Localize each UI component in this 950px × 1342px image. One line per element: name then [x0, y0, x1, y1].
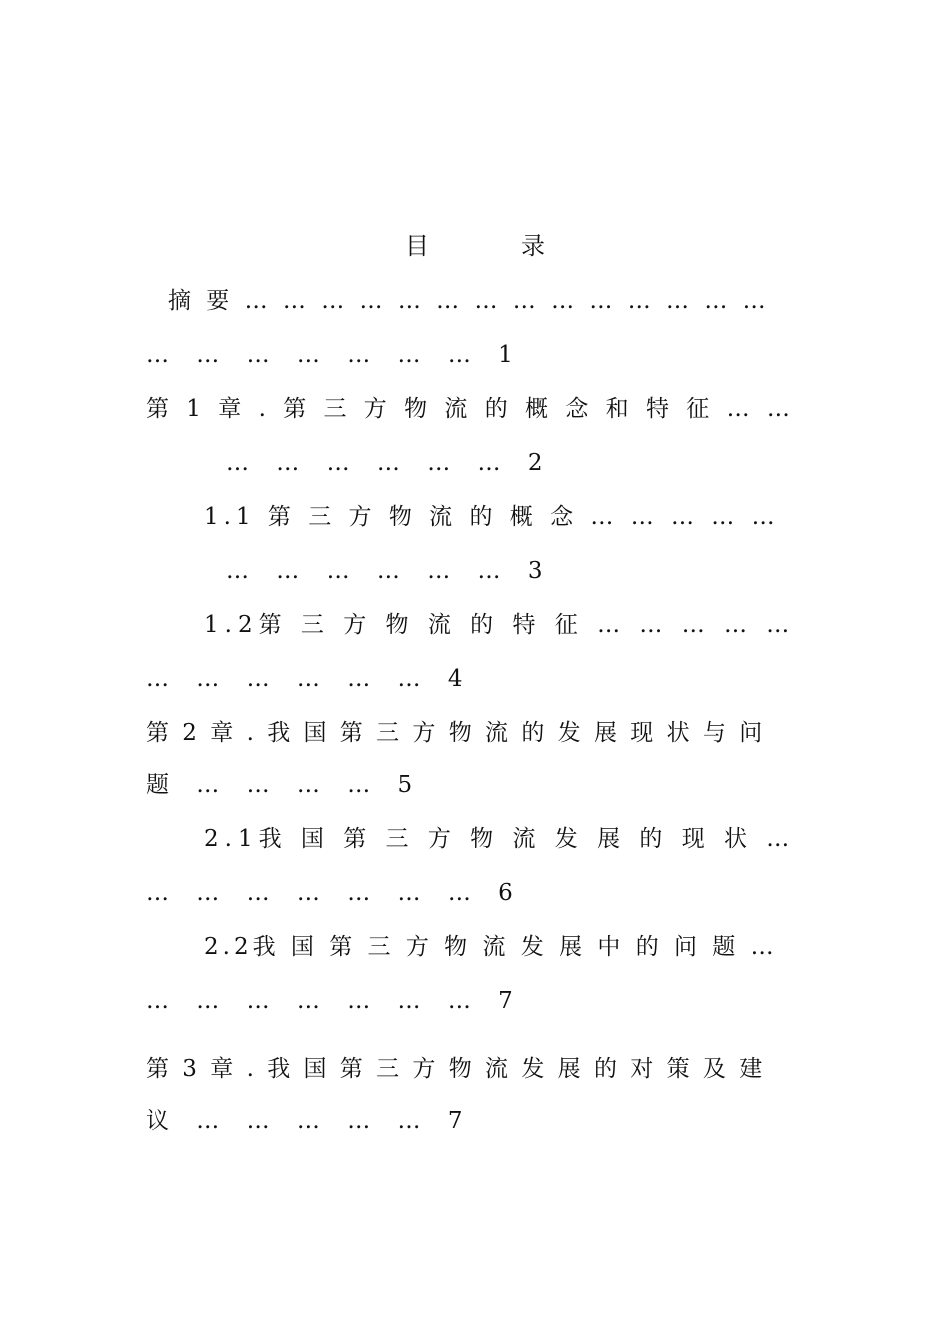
- toc-entry-chapter-2-cont: 题 … … … … 5: [146, 772, 423, 798]
- toc-entry-1-2: 1.2第 三 方 物 流 的 特 征 … … … … …: [204, 612, 796, 638]
- toc-entry-1-1: 1.1 第 三 方 物 流 的 概 念 … … … … …: [204, 504, 780, 530]
- toc-entry-2-2: 2.2我 国 第 三 方 物 流 发 展 中 的 问 题 …: [204, 934, 778, 960]
- toc-entry-2-2-cont: … … … … … … … 7: [146, 988, 523, 1014]
- toc-entry-chapter-2: 第 2 章 . 我 国 第 三 方 物 流 的 发 展 现 状 与 问: [146, 720, 766, 746]
- toc-entry-1-2-cont: … … … … … … 4: [146, 666, 473, 692]
- toc-title: [0, 228, 950, 264]
- toc-entry-chapter-1-cont: … … … … … … 2: [226, 450, 553, 476]
- toc-entry-chapter-1: 第 1 章 . 第 三 方 物 流 的 概 念 和 特 征 … …: [146, 396, 795, 422]
- toc-entry-chapter-3: 第 3 章 . 我 国 第 三 方 物 流 发 展 的 对 策 及 建: [146, 1056, 766, 1082]
- toc-entry-abstract-cont: … … … … … … … 1: [146, 342, 523, 368]
- toc-entry-1-1-cont: … … … … … … 3: [226, 558, 553, 584]
- toc-title-right: 录: [521, 232, 545, 260]
- toc-entry-abstract: 摘 要 … … … … … … … … … … … … … …: [168, 288, 770, 314]
- toc-entry-2-1-cont: … … … … … … … 6: [146, 880, 523, 906]
- toc-entry-chapter-3-cont: 议 … … … … … 7: [146, 1108, 473, 1134]
- toc-title-left: 目: [405, 232, 429, 260]
- toc-entry-2-1: 2.1我 国 第 三 方 物 流 发 展 的 现 状 …: [204, 826, 796, 852]
